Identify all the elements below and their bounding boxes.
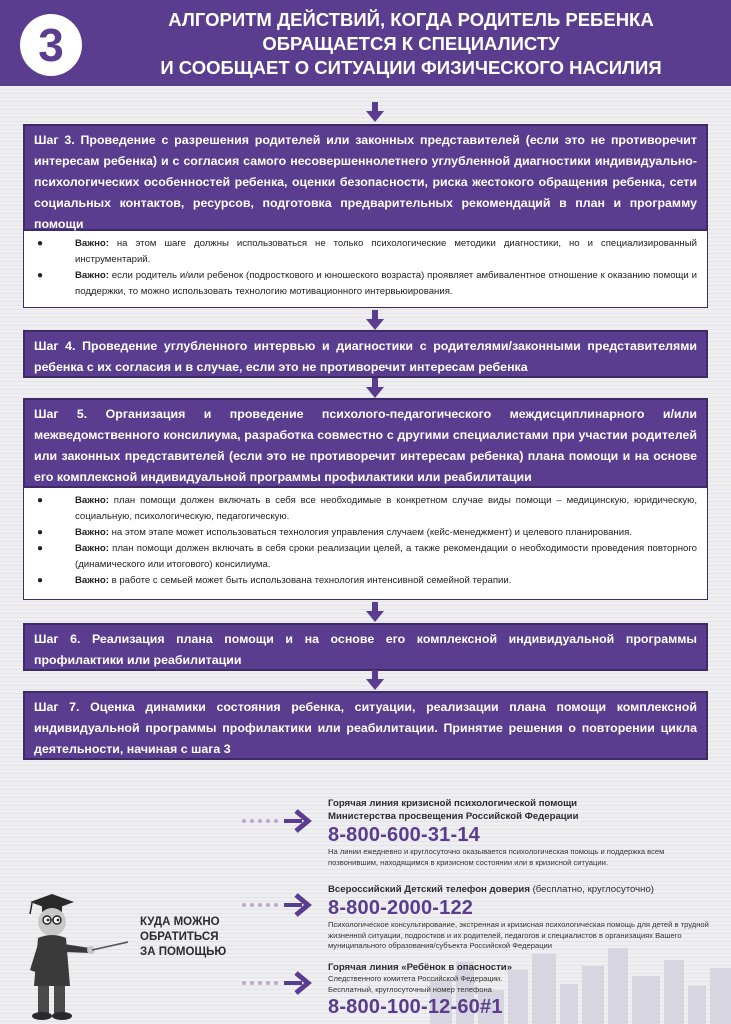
chevron-right-icon <box>240 808 312 834</box>
help-label-line: КУДА МОЖНО <box>140 916 220 928</box>
phone-number[interactable]: 8-800-600-31-14 <box>328 824 480 846</box>
step-number-badge <box>20 14 82 76</box>
note-text: в работе с семьей может быть использована технология интенсивной семейной терапии. <box>108 575 512 586</box>
bullet: ● <box>37 575 44 586</box>
contact-description-line: На линии ежедневно и круглосуточно оказывается психологическая помощь и поддержка всем <box>328 847 665 856</box>
note-label: Важно: <box>75 238 109 249</box>
bullet: ● <box>37 527 44 538</box>
step-4-box: Шаг 4. Проведение углубленного интервью и диагностики с родителями/законными представителями ребенка с их согласия и в случае, если это не противоречит интересам ребенка <box>23 330 708 378</box>
step-3-notes <box>23 231 708 308</box>
note-text: план помощи должен включать в себя все необходимые в конкретном случае виды помощи – медицинскую, юридическую, социальную, психологическую, педагогическую. <box>75 495 697 522</box>
arrow-down-icon <box>366 310 384 330</box>
contact-description-line: Следственного комитета Российской Федерации. <box>328 974 503 983</box>
chevron-right-icon <box>240 892 312 918</box>
step-5-notes <box>23 488 708 600</box>
bullet: ● <box>37 495 44 506</box>
note-item <box>34 573 697 589</box>
arrow-down-icon <box>366 378 384 398</box>
note-text: на этом этапе может использоваться технология управления случаем (кейс-менеджмент) и целевого планирования. <box>108 527 632 538</box>
step-7-box: Шаг 7. Оценка динамики состояния ребенка, ситуации, реализации плана помощи комплексной индивидуальной программы профилактики или реабилитации. Принятие решения о повторении цикла деятельности, начиная с шага 3 <box>23 691 708 760</box>
note-item <box>34 236 697 268</box>
contact-title-note: (бесплатно, круглосуточно) <box>529 884 654 895</box>
contact-title: Горячая линия «Ребёнок в опасности» <box>328 962 513 973</box>
contact-description-line: позвонившим, находящимся в кризисном состоянии или в кризисной ситуации. <box>328 857 608 867</box>
contact-title-line: Министерства просвещения Российской Федерации <box>328 811 579 822</box>
contact-description <box>328 847 723 868</box>
contact-title-line: Горячая линия кризисной психологической помощи <box>328 798 578 809</box>
note-text: на этом шаге должны использоваться не только психологические методики диагностики, но и специализированный инструментарий. <box>75 238 697 265</box>
note-item <box>34 268 697 300</box>
contact-title <box>328 797 723 823</box>
step-6-box: Шаг 6. Реализация плана помощи и на основе его комплексной индивидуальной программы профилактики или реабилитации <box>23 623 708 671</box>
page-title-line: ОБРАЩАЕТСЯ К СПЕЦИАЛИСТУ <box>262 33 560 54</box>
note-label: Важно: <box>75 270 109 281</box>
contact-block <box>328 883 723 952</box>
note-item <box>34 525 697 541</box>
note-label: Важно: <box>75 543 109 554</box>
page-title <box>96 8 726 80</box>
contact-description <box>328 974 723 995</box>
contact-title-text: Всероссийский Детский телефон доверия <box>328 884 530 895</box>
note-label: Важно: <box>75 575 109 586</box>
contact-description-line: жизненной ситуации, подростков и их родителей, педагогов и специалистов в организациях Вашего <box>328 930 682 940</box>
contact-description <box>328 920 723 952</box>
step-5-box: Шаг 5. Организация и проведение психолого-педагогического междисциплинарного и/или межведомственного консилиума, разработка совместно с другими специалистами при участии родителей или законных представителей (если это не противоречит интересам ребенка) плана помощи и на основе его комплексной индивидуальной программы профилактики или реабилитации <box>23 398 708 488</box>
help-label-line: ЗА ПОМОЩЬЮ <box>140 946 227 958</box>
step-3-box: Шаг 3. Проведение с разрешения родителей или законных представителей (если это не противоречит интересам ребенка) и с согласия самого несовершеннолетнего углубленной диагностики индивидуально-психологических особенностей ребенка, оценки безопасности, риска жестокого обращения ребенка, сети социальных контактов, ресурсов, подготовка предварительных рекомендаций в план и программу помощи <box>23 124 708 231</box>
arrow-down-icon <box>366 102 384 122</box>
note-text: план помощи должен включать в себя сроки реализации целей, а также рекомендации о необходимости проведения повторного (динамического или итогового) консилиума. <box>75 543 697 570</box>
help-label-line: ОБРАТИТЬСЯ <box>140 931 219 943</box>
note-item <box>34 541 697 573</box>
bullet: ● <box>37 543 44 554</box>
arrow-down-icon <box>366 602 384 622</box>
phone-number[interactable]: 8-800-2000-122 <box>328 897 474 919</box>
note-item <box>34 493 697 525</box>
arrow-down-icon <box>366 670 384 690</box>
page-title-line: И СООБЩАЕТ О СИТУАЦИИ ФИЗИЧЕСКОГО НАСИЛИЯ <box>160 57 662 78</box>
chevron-right-icon <box>240 970 312 996</box>
bullet: ● <box>37 270 44 281</box>
contact-description-line: муниципального образования/субъекта Российской Федерации <box>328 941 553 950</box>
contact-title <box>328 883 723 896</box>
phone-number[interactable]: 8-800-100-12-60#1 <box>328 996 503 1018</box>
contact-description-line: Бесплатный, круглосуточный номер телефона <box>328 984 492 994</box>
step-number: 3 <box>38 19 64 71</box>
page-header <box>0 0 731 86</box>
contact-block <box>328 797 723 868</box>
teacher-illustration <box>20 890 130 1022</box>
note-label: Важно: <box>75 527 109 538</box>
contact-description-line: Психологическое консультирование, экстренная и кризисная психологическая помощь для детей в трудной <box>328 920 709 929</box>
note-label: Важно: <box>75 495 109 506</box>
help-label <box>140 915 226 960</box>
bullet: ● <box>37 238 44 249</box>
page-title-line: АЛГОРИТМ ДЕЙСТВИЙ, КОГДА РОДИТЕЛЬ РЕБЕНКА <box>168 9 654 30</box>
contact-block <box>328 961 723 1019</box>
note-text: если родитель и/или ребенок (подросткового и юношеского возраста) проявляет амбивалентное отношение к оказанию помощи и поддержки, то можно использовать технологию мотивационного интервьюирования. <box>75 270 697 297</box>
